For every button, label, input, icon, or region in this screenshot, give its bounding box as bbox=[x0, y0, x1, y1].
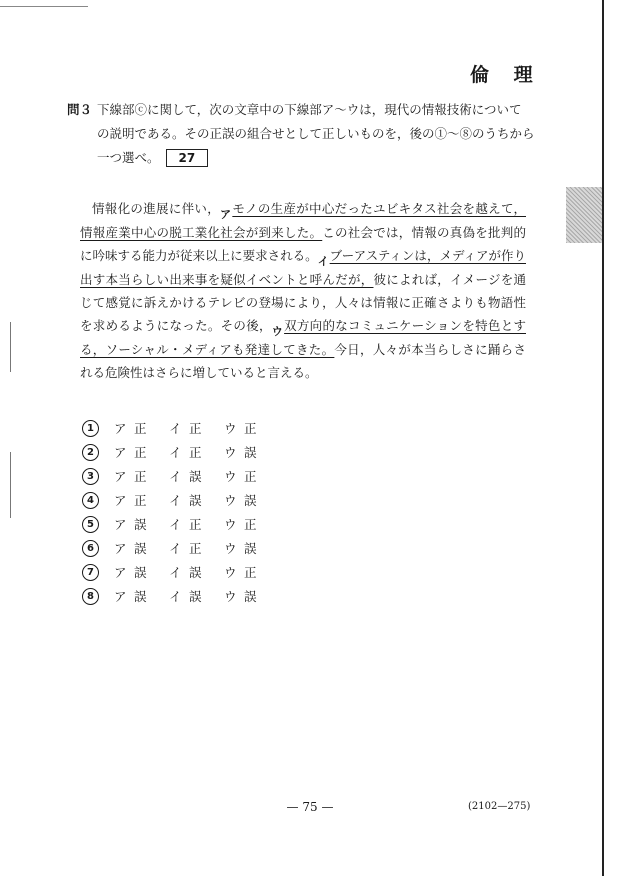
answer-option-7[interactable] bbox=[82, 560, 279, 584]
question-line-3 bbox=[97, 148, 208, 167]
underlined-statement-u: 双方向的なコミュニケーションを特色とする，ソーシャル・メディアも発達してきた。 bbox=[80, 318, 526, 357]
page-edge-border bbox=[602, 0, 604, 876]
value-u: 誤 bbox=[244, 493, 257, 508]
passage-middle-1: この社会では，情報の真偽を批判的に吟味する能力が従来以上に要求される。 bbox=[80, 225, 526, 263]
value-u: 正 bbox=[244, 565, 257, 580]
value-a: 正 bbox=[134, 445, 147, 460]
answer-option-4[interactable] bbox=[82, 488, 279, 512]
label-u: ウ bbox=[224, 445, 237, 460]
value-a: 正 bbox=[134, 421, 147, 436]
value-a: 正 bbox=[134, 493, 147, 508]
margin-mark bbox=[10, 322, 11, 372]
value-u: 誤 bbox=[244, 541, 257, 556]
label-a: ア bbox=[114, 493, 127, 508]
top-rule bbox=[0, 6, 88, 7]
label-a: ア bbox=[114, 565, 127, 580]
label-u: ウ bbox=[224, 565, 237, 580]
underlined-statement-a: モノの生産が中心だったユビキタス社会を越えて，情報産業中心の脱工業化社会が到来した。 bbox=[80, 201, 526, 240]
question-line-2: の説明である。その正誤の組合せとして正しいものを，後の①～⑧のうちから bbox=[97, 126, 535, 141]
value-u: 誤 bbox=[244, 445, 257, 460]
label-a: ア bbox=[114, 541, 127, 556]
underline-label-i: イ bbox=[317, 255, 329, 268]
value-i: 誤 bbox=[189, 493, 202, 508]
answer-option-6[interactable] bbox=[82, 536, 279, 560]
answer-option-5[interactable] bbox=[82, 512, 279, 536]
answer-options bbox=[82, 416, 279, 608]
value-i: 誤 bbox=[189, 469, 202, 484]
underline-label-a: ア bbox=[220, 208, 232, 221]
option-number: 3 bbox=[82, 468, 99, 485]
value-a: 誤 bbox=[134, 565, 147, 580]
value-a: 誤 bbox=[134, 541, 147, 556]
label-i: イ bbox=[169, 469, 182, 484]
label-u: ウ bbox=[224, 493, 237, 508]
answer-option-2[interactable] bbox=[82, 440, 279, 464]
label-a: ア bbox=[114, 421, 127, 436]
option-number: 6 bbox=[82, 540, 99, 557]
value-i: 正 bbox=[189, 445, 202, 460]
subject-title: 倫 理 bbox=[470, 64, 542, 86]
value-i: 誤 bbox=[189, 565, 202, 580]
value-a: 誤 bbox=[134, 589, 147, 604]
page-number: — 75 — bbox=[286, 800, 334, 814]
question-line-1: 下線部ⓒに関して，次の文章中の下線部ア～ウは，現代の情報技術について bbox=[97, 102, 522, 117]
value-i: 正 bbox=[189, 421, 202, 436]
option-number: 4 bbox=[82, 492, 99, 509]
label-u: ウ bbox=[224, 541, 237, 556]
option-number: 5 bbox=[82, 516, 99, 533]
value-u: 正 bbox=[244, 421, 257, 436]
value-u: 正 bbox=[244, 469, 257, 484]
answer-option-8[interactable] bbox=[82, 584, 279, 608]
passage-middle-2: 彼によれば，イメージを通じて感覚に訴えかけるテレビの登場により，人々は情報に正確さよりも物語性を求めるようになった。その後， bbox=[80, 272, 526, 333]
label-i: イ bbox=[169, 565, 182, 580]
label-i: イ bbox=[169, 517, 182, 532]
exam-code: (2102—275) bbox=[468, 801, 531, 812]
value-u: 誤 bbox=[244, 589, 257, 604]
label-i: イ bbox=[169, 493, 182, 508]
margin-mark bbox=[10, 452, 11, 518]
label-u: ウ bbox=[224, 517, 237, 532]
label-i: イ bbox=[169, 541, 182, 556]
answer-option-3[interactable] bbox=[82, 464, 279, 488]
label-i: イ bbox=[169, 445, 182, 460]
label-u: ウ bbox=[224, 589, 237, 604]
label-a: ア bbox=[114, 445, 127, 460]
passage-ending: 今日，人々が本当らしさに踊らされる危険性はさらに増していると言える。 bbox=[80, 342, 526, 380]
label-a: ア bbox=[114, 517, 127, 532]
passage bbox=[80, 197, 526, 384]
label-i: イ bbox=[169, 589, 182, 604]
label-a: ア bbox=[114, 589, 127, 604]
answer-option-1[interactable] bbox=[82, 416, 279, 440]
value-u: 正 bbox=[244, 517, 257, 532]
option-number: 2 bbox=[82, 444, 99, 461]
underlined-statement-i: ブーアスティンは，メディアが作り出す本当らしい出来事を疑似イベントと呼んだが， bbox=[80, 248, 526, 287]
value-i: 正 bbox=[189, 517, 202, 532]
label-a: ア bbox=[114, 469, 127, 484]
value-i: 誤 bbox=[189, 589, 202, 604]
section-tab-marker bbox=[566, 187, 602, 243]
answer-number-box: 27 bbox=[166, 149, 209, 167]
passage-paragraph bbox=[80, 197, 526, 384]
value-i: 正 bbox=[189, 541, 202, 556]
option-number: 7 bbox=[82, 564, 99, 581]
value-a: 正 bbox=[134, 469, 147, 484]
option-number: 1 bbox=[82, 420, 99, 437]
question-number: 問３ bbox=[67, 102, 93, 117]
underline-label-u: ウ bbox=[271, 325, 284, 338]
value-a: 誤 bbox=[134, 517, 147, 532]
label-i: イ bbox=[169, 421, 182, 436]
label-u: ウ bbox=[224, 469, 237, 484]
label-u: ウ bbox=[224, 421, 237, 436]
passage-intro: 情報化の進展に伴い， bbox=[92, 201, 221, 216]
option-number: 8 bbox=[82, 588, 99, 605]
question-instruction: 一つ選べ。 bbox=[97, 150, 160, 165]
